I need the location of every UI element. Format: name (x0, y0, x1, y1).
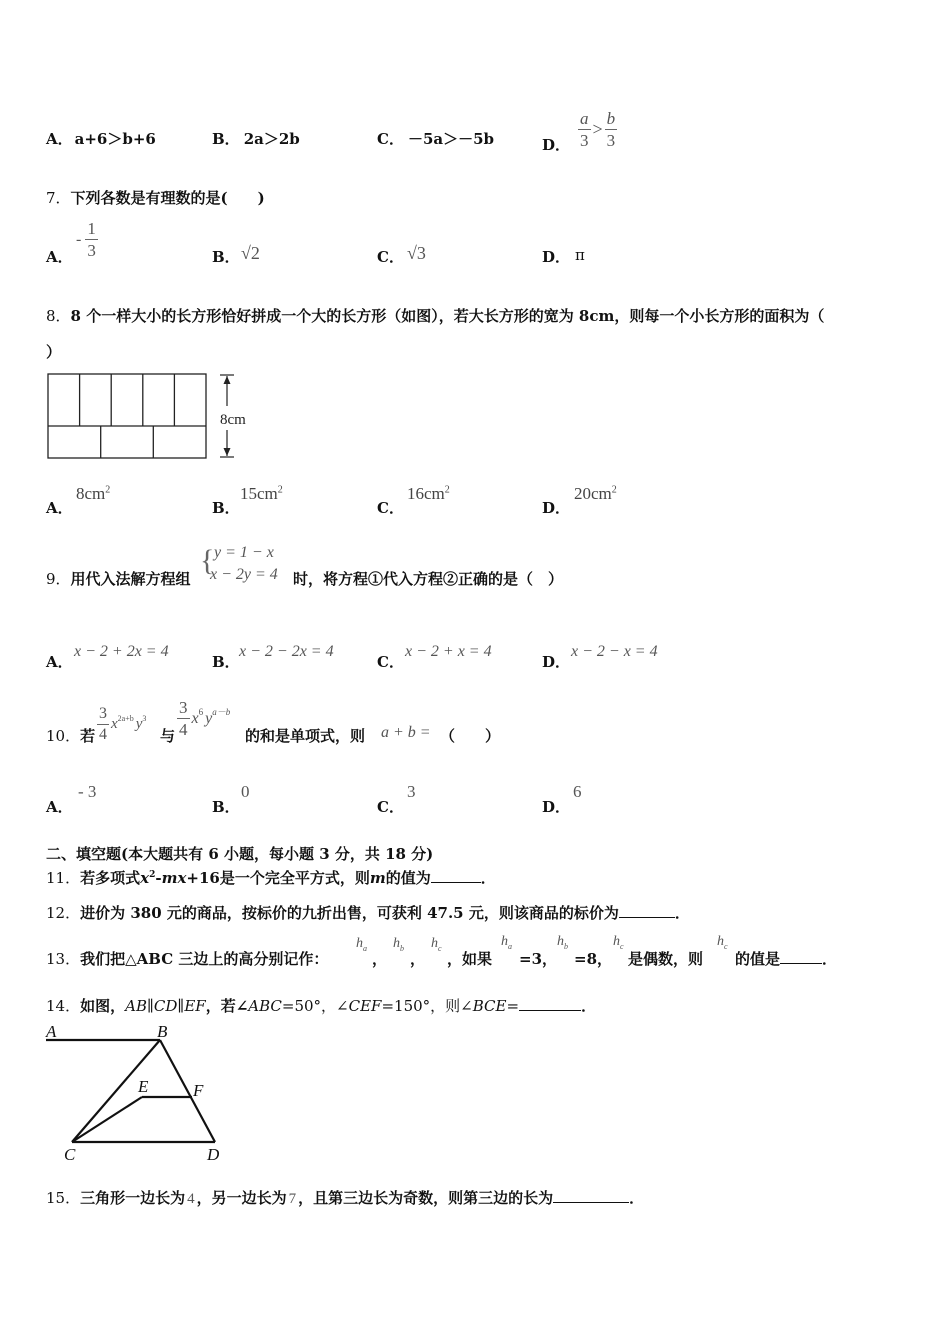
q6-option-a (46, 128, 156, 149)
q9-option-d: x − 2 − x = 4 (571, 643, 658, 660)
q6-option-a-label: A． (46, 130, 73, 148)
q13-eq-b: =8， (574, 950, 613, 968)
q8-option-c-label: C． (377, 499, 404, 517)
q8-stem-line2: ） (46, 343, 62, 361)
q14-label-a: A (46, 1022, 57, 1041)
q10-number: 10． (46, 727, 81, 745)
q13-answer-blank (780, 949, 822, 964)
q10-number-ruo: 10．若 (46, 727, 96, 745)
q9-option-b-label: B． (212, 653, 240, 671)
q6-option-b-label: B． (212, 130, 240, 148)
q6-d-fraction-b: $\frac{b}{3}$ (606, 109, 616, 150)
q9-eq2: x − 2y = 4 (210, 566, 278, 583)
q13-hc-2: $h_c$ (613, 934, 624, 951)
q9-option-b: x − 2 − 2x = 4 (239, 643, 334, 660)
q11: 11．若多项式$x^2-mx+16$是一个完全平方式，则m的值为 ． (46, 869, 496, 887)
q8-arrow-up-head (224, 376, 231, 384)
q14-geometry-figure (40, 1020, 240, 1168)
q13-number: 13． (46, 950, 81, 968)
q14-label-f: F (193, 1081, 204, 1100)
q9-number: 9． (46, 570, 71, 588)
q7-option-b-label: B． (212, 248, 240, 266)
q13-text3: 是偶数，则 (628, 950, 704, 968)
q6-d-gt: > (592, 119, 603, 139)
q8-option-a-label: A． (46, 499, 73, 517)
q10-option-a-label: A． (46, 798, 73, 816)
q9-option-d-label: D． (542, 653, 571, 671)
q8-arrow-down-head (224, 448, 231, 456)
q8-stem-line1 (46, 305, 824, 326)
q8-option-d: $20cm^2$ (574, 484, 617, 503)
q8-figure-label: 8cm (220, 412, 246, 428)
q11-number: 11． (46, 869, 81, 887)
q12: 12．进价为 380 元的商品，按标价的九折出售，可获利 47.5 元，则该商品的标价为 ． (46, 904, 690, 922)
q9-option-c: x − 2 + x = 4 (405, 643, 492, 660)
q8-number: 8． (46, 307, 71, 325)
q7-option-d-pi: π (575, 246, 585, 264)
section2-title: 二、填空题(本大题共有 6 小题，每小题 3 分，共 18 分) (46, 845, 434, 863)
q8-big-rectangle (48, 374, 206, 458)
q10-option-b: 0 (241, 782, 250, 801)
q8-rectangle-figure (44, 370, 264, 462)
q13-comma: ， (410, 950, 426, 968)
q7-option-b-sqrt2: √2 (241, 243, 260, 263)
q10-stem-after: 的和是单项式，则 (245, 727, 366, 745)
q13-ha-2: $h_a$ (501, 934, 512, 951)
q13-eq-a: =3， (519, 950, 558, 968)
q13-comma: ， (372, 950, 388, 968)
q14-line-ce (72, 1097, 142, 1142)
q10-stem-end: （ ） (440, 727, 501, 745)
q8-stem-text: 8 个一样大小的长方形恰好拼成一个大的长方形（如图），若大长方形的宽为 8cm，则每一个小长方形的面积为（ (70, 307, 825, 325)
q14-number: 14． (46, 997, 81, 1015)
q8-option-a: $8cm^2$ (76, 484, 111, 503)
q15-answer-blank (553, 1188, 629, 1203)
q11-answer-blank (431, 868, 481, 883)
q7-a-fraction: $\frac{1}{3}$ (87, 219, 96, 260)
q7-option-c-sqrt3: √3 (407, 243, 426, 263)
q7-a-sign: - (76, 230, 82, 248)
q10-expression: a + b = (381, 724, 431, 741)
q7-stem (46, 187, 265, 208)
q9-brace: { (200, 544, 215, 577)
q6-option-b-text: 2a＞2b (243, 130, 300, 148)
q13-hc: $h_c$ (431, 936, 442, 953)
q6-option-d-label: D． (542, 136, 571, 154)
q9-stem-after: 时，将方程①代入方程②正确的是（ ） (293, 570, 564, 588)
q9-option-c-label: C． (377, 653, 404, 671)
q6-d-fraction-a: $\frac{a}{3}$ (580, 109, 589, 150)
q12-number: 12． (46, 904, 81, 922)
q10-option-d: 6 (573, 782, 582, 801)
q10-term1: $\frac{3}{4}$ x $^{2a+b}$ y $^3$ (99, 705, 147, 743)
q10-option-a: - 3 (78, 782, 97, 801)
q6-option-a-text: a+6＞b+6 (74, 130, 156, 148)
q6-option-c-text: －5a＞－5b (407, 130, 495, 148)
q14-label-b: B (157, 1022, 168, 1041)
q14-label-c: C (64, 1145, 76, 1164)
q13-hc-3: $h_c$ (717, 934, 728, 951)
q7-stem-text: 下列各数是有理数的是( ) (70, 189, 265, 207)
q10-option-c: 3 (407, 782, 416, 801)
q6-option-c-label: C． (377, 130, 404, 148)
q7-option-d-label: D． (542, 248, 571, 266)
q10-option-c-label: C． (377, 798, 404, 816)
q7-option-a-label: A． (46, 248, 73, 266)
q13-ha: $h_a$ (356, 936, 367, 953)
q13-hb: $h_b$ (393, 936, 404, 953)
q14-label-d: D (207, 1145, 220, 1164)
q10-option-d-label: D． (542, 798, 571, 816)
q15: 15．三角形一边长为 4 ，另一边长为 7 ，且第三边长为奇数，则第三边的长为 ． (46, 1189, 645, 1207)
q14-label-e: E (138, 1077, 149, 1096)
q14-line-bd (160, 1040, 215, 1142)
q7-option-c-label: C． (377, 248, 404, 266)
q6-option-b (212, 128, 300, 149)
q8-option-b-label: B． (212, 499, 240, 517)
q9-option-a-label: A． (46, 653, 73, 671)
q9-eq1: y = 1 − x (214, 544, 274, 561)
q7-number: 7． (46, 189, 71, 207)
q10-term2: $\frac{3}{4}$ x $^6$ y $^{a-b}$ (179, 698, 231, 739)
q13-text2: ，如果 (447, 950, 493, 968)
q9-stem-before: 9．用代入法解方程组 (46, 570, 191, 588)
q13-start: 13．我们把△ABC 三边上的高分别记作： (46, 950, 329, 968)
q8-option-b: $15cm^2$ (240, 484, 283, 503)
q10-option-b-label: B． (212, 798, 240, 816)
q13-end: 的值是 ． (735, 950, 838, 968)
q14-answer-blank (519, 996, 581, 1011)
q8-option-c: $16cm^2$ (407, 484, 450, 503)
q8-option-d-label: D． (542, 499, 571, 517)
q15-number: 15． (46, 1189, 81, 1207)
q7-option-a (76, 220, 98, 259)
q6-option-c (377, 128, 494, 149)
q13-hb-2: $h_b$ (557, 934, 568, 951)
q10-yu: 与 (160, 727, 176, 745)
q12-answer-blank (619, 903, 675, 918)
q6-option-d (542, 104, 617, 155)
q9-option-a: x − 2 + 2x = 4 (74, 643, 169, 660)
q14-stem: 14．如图，AB∥CD∥EF，若∠ABC=50°，∠CEF=150°，则∠BCE= ． (46, 997, 597, 1015)
